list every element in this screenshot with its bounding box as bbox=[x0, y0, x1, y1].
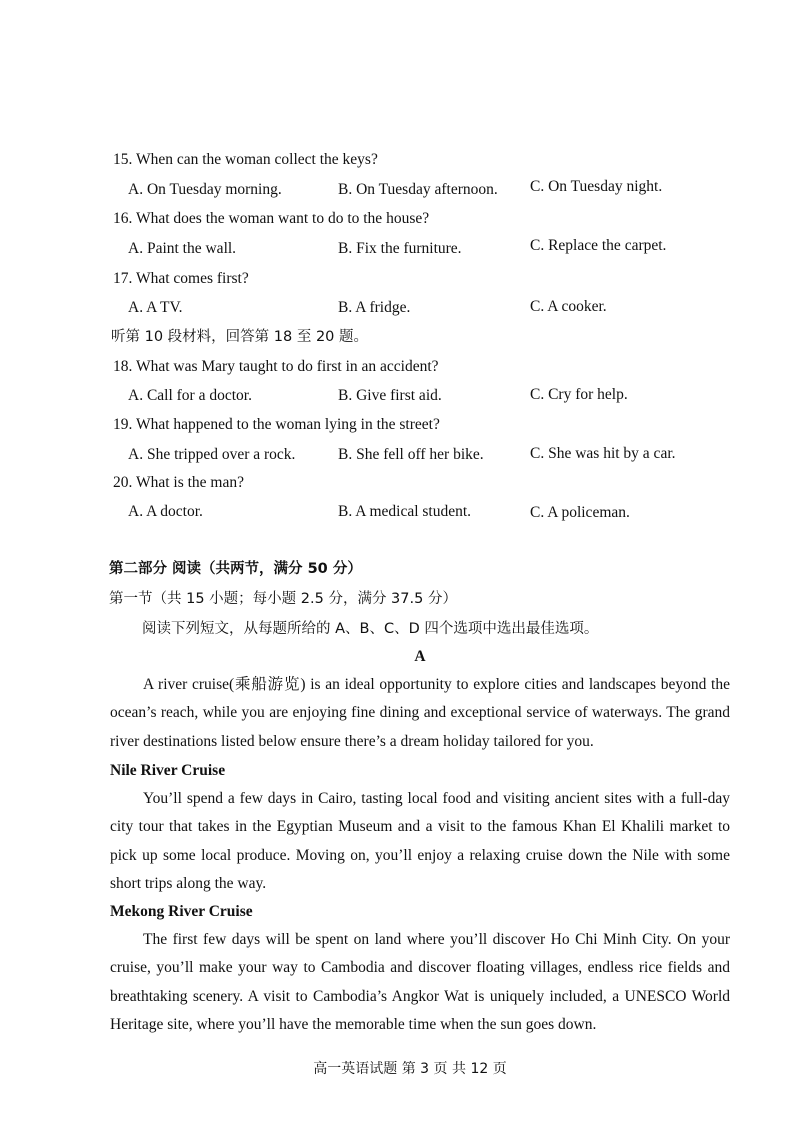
section-one-title: 第一节（共 15 小题；每小题 2.5 分，满分 37.5 分） bbox=[109, 591, 457, 607]
option-17-b: B. A fridge. bbox=[338, 299, 411, 316]
instruction-section-10: 听第 10 段材料，回答第 18 至 20 题。 bbox=[111, 329, 369, 345]
option-19-c: C. She was hit by a car. bbox=[530, 445, 676, 462]
option-17-a: A. A TV. bbox=[128, 299, 183, 316]
option-18-b: B. Give first aid. bbox=[338, 387, 442, 404]
nile-paragraph: You’ll spend a few days in Cairo, tasting local food and visiting ancient sites with a full-day city tour that takes in the Egyptian Museum and a visit to the famous Khan El Khalili market to pick up some local produce. Moving on, you’ll enjoy a relaxing cruise down the Nile with some short trips along the way. bbox=[110, 790, 730, 892]
page-footer: 高一英语试题 第 3 页 共 12 页 bbox=[313, 1061, 507, 1077]
mekong-paragraph: The first few days will be spent on land where you’ll discover Ho Chi Minh City. On your cruise, you’ll make your way to Cambodia and discover floating villages, endless rice fields and breathtaking scenery. A visit to Cambodia’s Angkor Wat is uniquely included, a UNESCO World Heritage site, where you’ll have the memorable time when the sun goes down. bbox=[110, 931, 730, 1033]
passage-label: A bbox=[414, 648, 426, 665]
option-15-b: B. On Tuesday afternoon. bbox=[338, 181, 498, 198]
option-16-c: C. Replace the carpet. bbox=[530, 237, 667, 254]
question-20: 20. What is the man? bbox=[113, 474, 245, 491]
nile-heading: Nile River Cruise bbox=[110, 762, 226, 779]
option-19-a: A. She tripped over a rock. bbox=[128, 446, 296, 463]
option-20-a: A. A doctor. bbox=[128, 503, 203, 520]
option-19-b: B. She fell off her bike. bbox=[338, 446, 484, 463]
question-16: 16. What does the woman want to do to the house? bbox=[113, 210, 430, 227]
option-15-a: A. On Tuesday morning. bbox=[128, 181, 282, 198]
part-two-title: 第二部分 阅读（共两节，满分 50 分） bbox=[109, 561, 362, 577]
question-18: 18. What was Mary taught to do first in an accident? bbox=[113, 358, 439, 375]
option-17-c: C. A cooker. bbox=[530, 298, 607, 315]
question-15: 15. When can the woman collect the keys? bbox=[113, 151, 378, 168]
option-20-b: B. A medical student. bbox=[338, 503, 472, 520]
mekong-heading: Mekong River Cruise bbox=[110, 903, 253, 920]
passage-intro: A river cruise(乘船游览) is an ideal opportunity to explore cities and landscapes beyond the ocean’s reach, while you are enjoying fine dining and exceptional service of waterways. The grand river destinations listed below ensure there’s a dream holiday tailored for you. bbox=[110, 676, 730, 750]
option-18-c: C. Cry for help. bbox=[530, 386, 628, 403]
question-19: 19. What happened to the woman lying in the street? bbox=[113, 416, 440, 433]
option-16-a: A. Paint the wall. bbox=[128, 240, 237, 257]
option-18-a: A. Call for a doctor. bbox=[128, 387, 252, 404]
reading-instruction: 阅读下列短文，从每题所给的 A、B、C、D 四个选项中选出最佳选项。 bbox=[142, 621, 599, 637]
option-20-c: C. A policeman. bbox=[530, 504, 630, 521]
option-15-c: C. On Tuesday night. bbox=[530, 178, 663, 195]
option-16-b: B. Fix the furniture. bbox=[338, 240, 462, 257]
question-17: 17. What comes first? bbox=[113, 270, 249, 287]
